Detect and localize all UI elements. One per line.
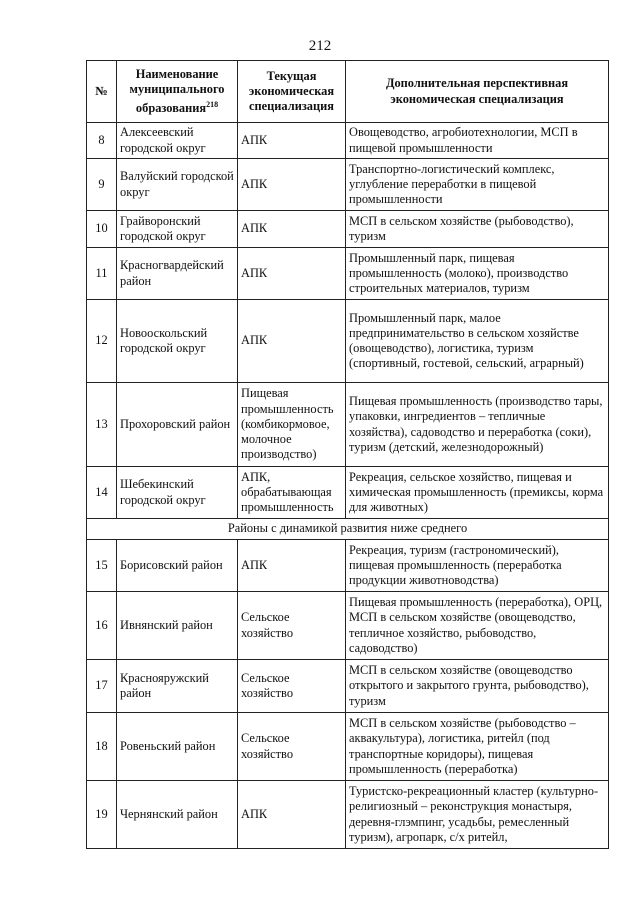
row-name: Ивнянский район	[117, 592, 238, 660]
row-num: 18	[87, 713, 117, 781]
row-additional: МСП в сельском хозяйстве (овощеводство открытого и закрытого грунта, рыбоводство), туризм	[346, 660, 609, 713]
row-num: 15	[87, 540, 117, 592]
row-name: Краснояружский район	[117, 660, 238, 713]
row-additional: Рекреация, сельское хозяйство, пищевая и химическая промышленность (премиксы, корма для животных)	[346, 467, 609, 519]
row-current: АПК	[238, 248, 346, 300]
row-current: АПК, обрабатывающая промышленность	[238, 467, 346, 519]
row-num: 13	[87, 383, 117, 467]
row-additional: Пищевая промышленность (производство тары, упаковки, ингредиентов – тепличные хозяйства), садоводство и переработка (соки), туризм (детский, железнодорожный)	[346, 383, 609, 467]
row-current: АПК	[238, 781, 346, 849]
row-current: АПК	[238, 540, 346, 592]
row-name: Чернянский район	[117, 781, 238, 849]
table-row	[87, 781, 609, 849]
row-num: 8	[87, 123, 117, 159]
row-num: 9	[87, 159, 117, 211]
section-title: Районы с динамикой развития ниже среднего	[87, 519, 609, 540]
row-name: Ровеньский район	[117, 713, 238, 781]
specialization-table	[86, 60, 609, 849]
row-num: 16	[87, 592, 117, 660]
row-additional: Промышленный парк, малое предпринимательство в сельском хозяйстве (овощеводство), логистика, туризм (спортивный, гостевой, сельский, аграрный)	[346, 300, 609, 383]
row-current: Сельское хозяйство	[238, 592, 346, 660]
row-additional: МСП в сельском хозяйстве (рыбоводство – аквакультура), логистика, ритейл (под транспортные коридоры), пищевая промышленность (переработка)	[346, 713, 609, 781]
table-row	[87, 248, 609, 300]
column-header-num: №	[87, 61, 117, 123]
row-name: Грайворонский городской округ	[117, 211, 238, 248]
row-current: Пищевая промышленность (комбикормовое, молочное производство)	[238, 383, 346, 467]
row-current: АПК	[238, 211, 346, 248]
table-row	[87, 713, 609, 781]
row-name: Красногвардейский район	[117, 248, 238, 300]
table-row	[87, 159, 609, 211]
row-current: АПК	[238, 159, 346, 211]
row-name: Шебекинский городской округ	[117, 467, 238, 519]
row-num: 11	[87, 248, 117, 300]
row-name: Валуйский городской округ	[117, 159, 238, 211]
row-additional: Овощеводство, агробиотехнологии, МСП в пищевой промышленности	[346, 123, 609, 159]
row-additional: Туристско-рекреационный кластер (культурно-религиозный – реконструкция монастыря, деревня-глэмпинг, усадьбы, ремесленный туризм), агропарк, с/х ритейл,	[346, 781, 609, 849]
table-row	[87, 540, 609, 592]
table-row	[87, 660, 609, 713]
row-name: Борисовский район	[117, 540, 238, 592]
row-additional: МСП в сельском хозяйстве (рыбоводство), туризм	[346, 211, 609, 248]
row-name: Новооскольский городской округ	[117, 300, 238, 383]
row-additional: Транспортно-логистический комплекс, углубление переработки в пищевой промышленности	[346, 159, 609, 211]
row-num: 10	[87, 211, 117, 248]
row-num: 17	[87, 660, 117, 713]
table-header-row	[87, 61, 609, 123]
row-name: Прохоровский район	[117, 383, 238, 467]
table-row	[87, 467, 609, 519]
column-header-name-text: Наименование муниципального образования	[129, 66, 225, 116]
row-additional: Промышленный парк, пищевая промышленность (молоко), производство строительных материалов, туризм	[346, 248, 609, 300]
row-num: 14	[87, 467, 117, 519]
row-num: 12	[87, 300, 117, 383]
footnote-marker: 218	[206, 100, 219, 110]
table-row	[87, 592, 609, 660]
row-additional: Пищевая промышленность (переработка), ОРЦ, МСП в сельском хозяйстве (овощеводство, тепличное хозяйство, рыбоводство, садоводство)	[346, 592, 609, 660]
row-current: АПК	[238, 123, 346, 159]
row-name: Алексеевский городской округ	[117, 123, 238, 159]
table-row	[87, 300, 609, 383]
row-current: Сельское хозяйство	[238, 713, 346, 781]
row-additional: Рекреация, туризм (гастрономический), пищевая промышленность (переработка продукции животноводства)	[346, 540, 609, 592]
page-number: 212	[308, 38, 332, 54]
column-header-name	[117, 61, 238, 123]
table-row	[87, 211, 609, 248]
table-row	[87, 123, 609, 159]
row-num: 19	[87, 781, 117, 849]
row-current: АПК	[238, 300, 346, 383]
column-header-current: Текущая экономическая специализация	[238, 61, 346, 123]
row-current: Сельское хозяйство	[238, 660, 346, 713]
table-row	[87, 383, 609, 467]
section-header-row	[87, 519, 609, 540]
column-header-additional: Дополнительная перспективная экономическая специализация	[346, 61, 609, 123]
